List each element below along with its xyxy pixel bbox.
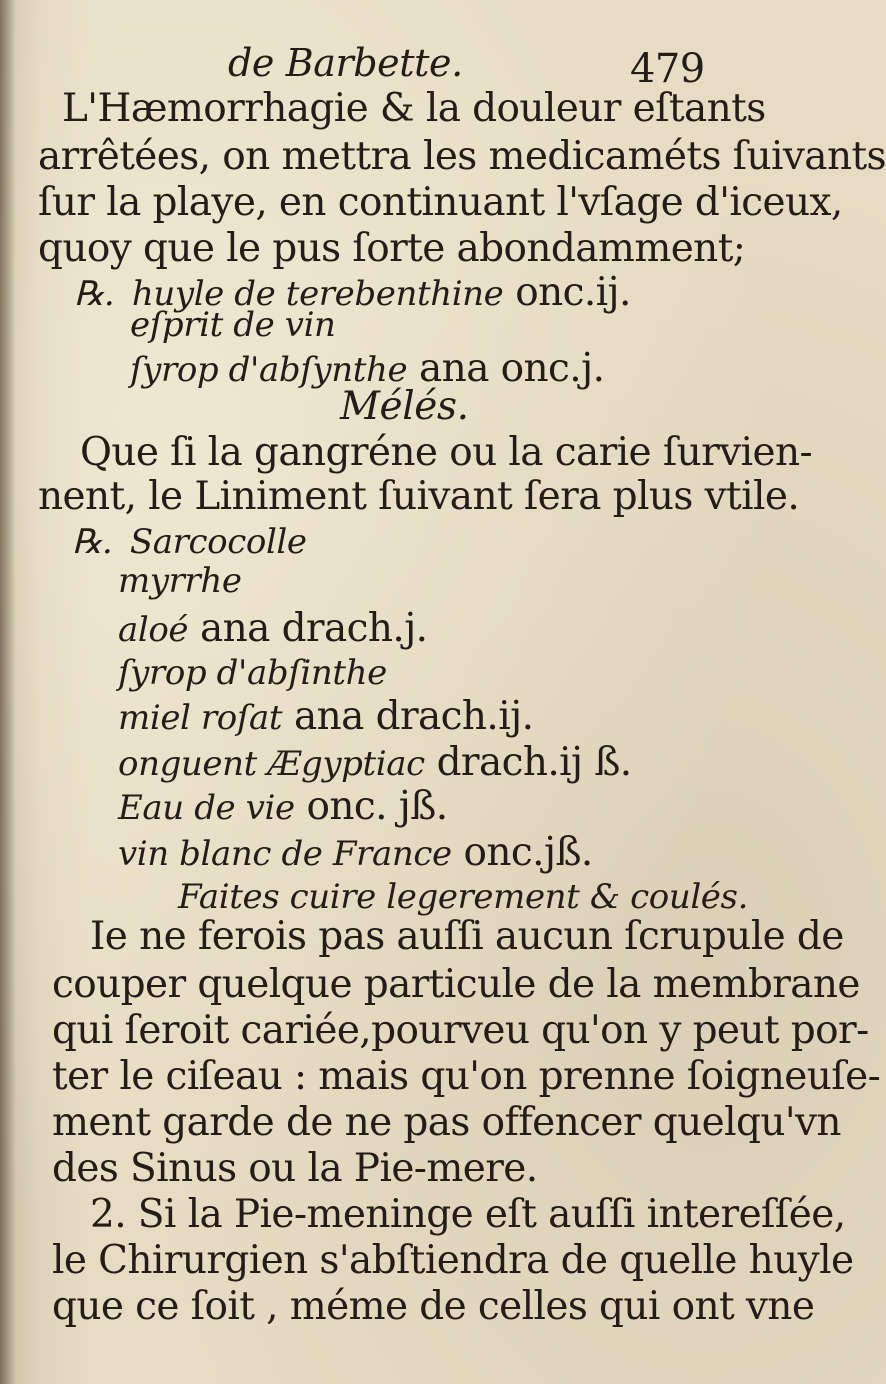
recipe-line — [118, 784, 448, 831]
ingredient-name: myrrhe — [118, 561, 242, 601]
text-line: des Sinus ou la Pie-mere. — [52, 1146, 538, 1191]
recipe-symbol: ℞. — [72, 522, 113, 562]
text-line: que ce ſoit , méme de celles qui ont vne — [52, 1284, 815, 1329]
text-line: qui ſeroit cariée,pourveu qu'on y peut por- — [52, 1008, 869, 1053]
recipe-closing: Faites cuire legerement & coulés. — [178, 877, 748, 917]
ingredient-quantity: onc.jß. — [463, 830, 593, 875]
recipe-line — [118, 740, 632, 787]
text-line: quoy que le pus ſorte abondamment; — [38, 226, 746, 271]
recipe-line — [118, 606, 427, 653]
ingredient-name: Sarcocolle — [129, 522, 307, 562]
ingredient-quantity: ana drach.ij. — [293, 694, 534, 739]
text-line: ter le ciſeau : mais qu'on prenne ſoigneuſe- — [52, 1054, 881, 1099]
ingredient-name: aloé — [118, 610, 189, 650]
text-line: le Chirurgien s'abſtiendra de quelle huyle — [52, 1238, 854, 1283]
running-head: de Barbette. — [228, 41, 463, 85]
text-line: Ie ne ferois pas auſſi aucun ſcrupule de — [90, 914, 844, 959]
recipe-line — [118, 694, 533, 741]
ingredient-name: vin blanc de France — [118, 834, 452, 874]
text-line: nent, le Liniment ſuivant ſera plus vtile. — [38, 474, 800, 519]
ingredient-name: Eau de vie — [118, 788, 295, 828]
ingredient-name: onguent Ægyptiac — [118, 744, 425, 784]
ingredient-quantity: ana onc.j. — [419, 346, 605, 391]
text-line: ment garde de ne pas offencer quelqu'vn — [52, 1100, 841, 1145]
text-line: 2. Si la Pie-meninge eſt auſſi intereſſée, — [90, 1192, 846, 1237]
ingredient-name: ſyrop d'abſynthe — [130, 350, 408, 390]
recipe-closing: Mélés. — [340, 384, 469, 429]
text-line: Que ſi la gangréne ou la carie ſurvien- — [80, 430, 813, 475]
text-line: couper quelque particule de la membrane — [52, 962, 860, 1007]
page-number: 479 — [630, 46, 705, 92]
ingredient-quantity: onc. jß. — [306, 784, 448, 829]
ingredient-name: ſyrop d'abſinthe — [118, 653, 387, 693]
recipe-line — [118, 830, 593, 877]
text-line: ſur la playe, en continuant l'vſage d'iceux, — [38, 180, 843, 225]
ingredient-name: huyle de terebenthine — [131, 274, 504, 314]
text-line: arrêtées, on mettra les medicaméts ſuivants — [38, 134, 886, 179]
ingredient-name: miel roſat — [118, 698, 283, 738]
ingredient-quantity: ana drach.j. — [199, 606, 428, 651]
ingredient-name: eſprit de vin — [130, 305, 336, 345]
ingredient-quantity: drach.ij ß. — [436, 740, 632, 785]
recipe-symbol: ℞. — [74, 274, 115, 314]
text-line: L'Hæmorrhagie & la douleur eſtants — [62, 86, 766, 131]
ingredient-quantity: onc.ij. — [515, 270, 631, 315]
